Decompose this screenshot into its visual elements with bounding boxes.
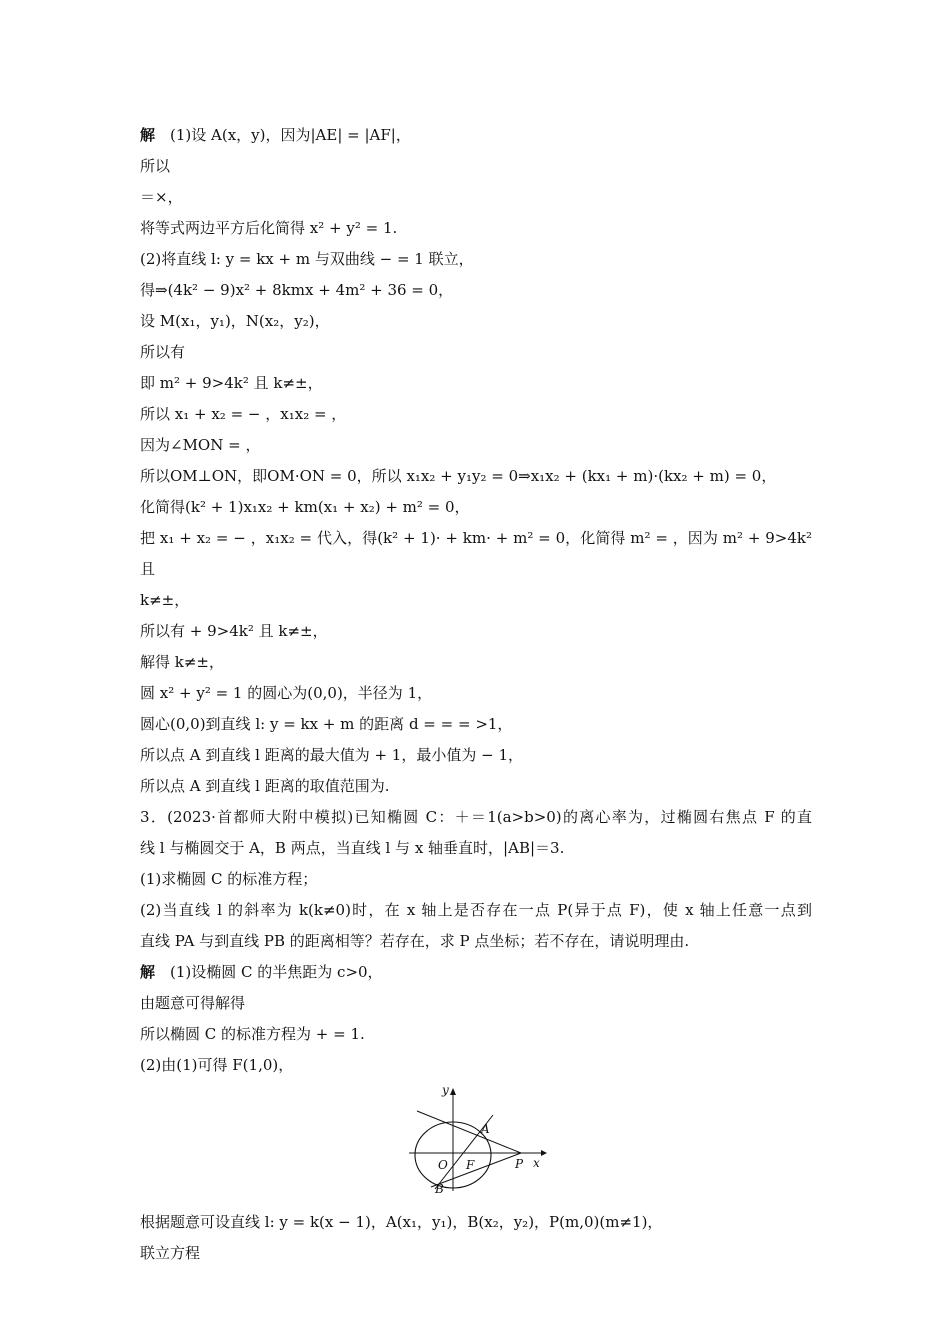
text-line xyxy=(140,337,812,368)
line-pa xyxy=(417,1111,521,1153)
label-f: F xyxy=(466,1158,475,1172)
text-line xyxy=(140,306,812,337)
text-line xyxy=(140,709,812,740)
text-line xyxy=(140,182,812,213)
text-line xyxy=(140,585,812,616)
text-line xyxy=(140,988,812,1019)
y-axis-arrow xyxy=(450,1088,456,1095)
line-text: 3．(2023·首都师大附中模拟)已知椭圆 C：＋＝1(a>b>0)的离心率为，过椭圆右焦点 F 的直 xyxy=(140,808,812,826)
line-text: ＝×， xyxy=(140,188,183,206)
text-line xyxy=(140,120,812,151)
text-line xyxy=(140,399,812,430)
text-line xyxy=(140,895,812,926)
text-line xyxy=(140,771,812,802)
line-text: 设 M(x₁，y₁)，N(x₂，y₂)， xyxy=(140,312,330,330)
line-text: 所以 x₁ + x₂ = − ，x₁x₂ = ， xyxy=(140,405,347,423)
text-line xyxy=(140,368,812,399)
text-line xyxy=(140,151,812,182)
line-text: 直线 PA 与到直线 PB 的距离相等？若存在，求 P 点坐标；若不存在，请说明理由. xyxy=(140,932,690,950)
label-y: y xyxy=(442,1083,449,1097)
line-text: 联立方程 xyxy=(140,1244,201,1262)
line-text: 所以点 A 到直线 l 距离的取值范围为. xyxy=(140,777,390,795)
line-text: 圆心(0,0)到直线 l: y = kx + m 的距离 d = = = >1， xyxy=(140,715,513,733)
line-text: 所以有 + 9>4k² 且 k≠±， xyxy=(140,622,328,640)
label-x: x xyxy=(533,1156,540,1170)
solution-label: 解 xyxy=(140,963,156,981)
solution-text-continued xyxy=(140,1207,812,1269)
line-text: 解得 k≠±， xyxy=(140,653,224,671)
text-line xyxy=(140,1050,812,1081)
text-line xyxy=(140,492,812,523)
text-line xyxy=(140,244,812,275)
line-text: 得⇒(4k² − 9)x² + 8kmx + 4m² + 36 = 0， xyxy=(140,281,454,299)
line-text: 所以点 A 到直线 l 距离的最大值为 + 1，最小值为 − 1， xyxy=(140,746,524,764)
text-line xyxy=(140,926,812,957)
text-line xyxy=(140,1207,812,1238)
label-a: A xyxy=(481,1122,490,1136)
document-page xyxy=(140,120,812,1269)
text-line xyxy=(140,740,812,771)
line-text: 所以有 xyxy=(140,343,186,361)
text-line xyxy=(140,1019,812,1050)
line-text: (1)求椭圆 C 的标准方程； xyxy=(140,870,318,888)
line-text: 由题意可得解得 xyxy=(140,994,246,1012)
text-line xyxy=(140,275,812,306)
line-text: 圆 x² + y² = 1 的圆心为(0,0)，半径为 1， xyxy=(140,684,433,702)
text-line xyxy=(140,802,812,833)
line-text: 根据题意可设直线 l: y = k(x − 1)，A(x₁，y₁)，B(x₂，y₂)，P(m,0)(m≠1)， xyxy=(140,1213,663,1231)
text-line xyxy=(140,678,812,709)
line-text: (1)设椭圆 C 的半焦距为 c>0， xyxy=(155,963,383,981)
line-text: 所以 xyxy=(140,157,171,175)
text-line xyxy=(140,1238,812,1269)
line-text: (2)由(1)可得 F(1,0)， xyxy=(140,1056,294,1074)
line-text: (2)将直线 l: y = kx + m 与双曲线 − = 1 联立， xyxy=(140,250,474,268)
text-line xyxy=(140,647,812,678)
text-line xyxy=(140,523,812,585)
line-text: 因为∠MON = ， xyxy=(140,436,261,454)
line-text: k≠±， xyxy=(140,591,190,609)
text-line xyxy=(140,957,812,988)
ellipse-diagram xyxy=(405,1083,555,1195)
line-text: 将等式两边平方后化简得 x² + y² = 1. xyxy=(140,219,398,237)
text-line xyxy=(140,833,812,864)
text-line xyxy=(140,213,812,244)
text-line xyxy=(140,864,812,895)
label-p: P xyxy=(515,1157,524,1171)
solution-label: 解 xyxy=(140,126,156,144)
text-line xyxy=(140,461,812,492)
line-text: 把 x₁ + x₂ = − ，x₁x₂ = 代入，得(k² + 1)· + km· + m² = 0，化简得 m² = ，因为 m² + 9>4k² 且 xyxy=(140,529,812,578)
text-line xyxy=(140,430,812,461)
line-text: (1)设 A(x，y)，因为|AE| = |AF|， xyxy=(155,126,411,144)
text-line xyxy=(140,616,812,647)
line-text: 所以OM⊥ON，即OM·ON = 0，所以 x₁x₂ + y₁y₂ = 0⇒x₁x₂ + (kx₁ + m)·(kx₂ + m) = 0， xyxy=(140,467,777,485)
line-text: 即 m² + 9>4k² 且 k≠±， xyxy=(140,374,323,392)
line-text: 所以椭圆 C 的标准方程为 + = 1. xyxy=(140,1025,365,1043)
line-text: 化简得(k² + 1)x₁x₂ + km(x₁ + x₂) + m² = 0， xyxy=(140,498,470,516)
label-origin: O xyxy=(438,1158,448,1172)
x-axis-arrow xyxy=(541,1150,547,1156)
solution-text-block xyxy=(140,120,812,1081)
label-b: B xyxy=(435,1182,444,1195)
line-text: 线 l 与椭圆交于 A，B 两点，当直线 l 与 x 轴垂直时，|AB|＝3. xyxy=(140,839,565,857)
ellipse-figure xyxy=(140,1083,812,1201)
line-text: (2)当直线 l 的斜率为 k(k≠0)时，在 x 轴上是否存在一点 P(异于点 F)，使 x 轴上任意一点到 xyxy=(140,901,812,919)
